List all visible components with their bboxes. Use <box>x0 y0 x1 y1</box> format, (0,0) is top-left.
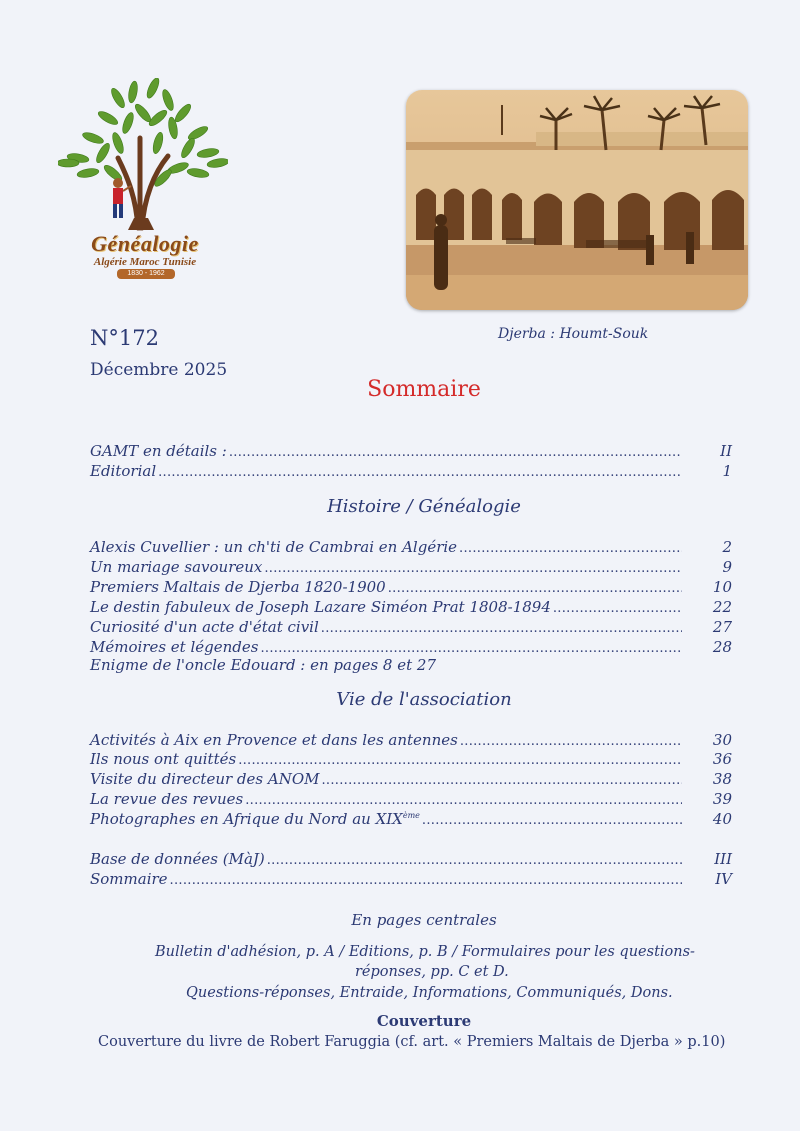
toc-entry-label: Editorial <box>90 462 157 480</box>
toc-entry-page: 28 <box>712 638 732 656</box>
toc-entry-page: 38 <box>712 770 732 788</box>
toc-leader-dots <box>158 465 682 480</box>
couverture-text: Couverture du livre de Robert Faruggia (cf. art. « Premiers Maltais de Djerba » p.10) <box>98 1034 726 1050</box>
toc-entry[interactable] <box>90 870 732 890</box>
centrales-line-2: réponses, pp. C et D. <box>355 964 509 980</box>
toc-entry[interactable] <box>90 462 732 482</box>
toc-entry[interactable] <box>90 558 732 578</box>
toc-entry-label <box>90 810 420 828</box>
toc-leader-dots <box>422 813 682 828</box>
toc-entry-label-text: Photographes en Afrique du Nord au XIX <box>90 810 403 828</box>
toc-entry-page: 1 <box>722 462 732 480</box>
centrales-line-3: Questions-réponses, Entraide, Informations, Communiqués, Dons. <box>186 985 673 1001</box>
toc-entry-page: II <box>720 442 732 460</box>
couverture-heading: Couverture <box>376 1012 472 1030</box>
toc-leader-dots <box>388 581 682 596</box>
toc-entry-page: IV <box>715 870 732 888</box>
section-heading-association: Vie de l'association <box>336 689 512 710</box>
toc-entry-page: III <box>714 850 732 868</box>
toc-entry-label: Base de données (MàJ) <box>90 850 265 868</box>
issue-date: Décembre 2025 <box>90 360 228 380</box>
toc-entry[interactable] <box>90 442 732 462</box>
cover-photo-houmt-souk <box>406 90 748 310</box>
toc-entry-page: 10 <box>712 578 732 596</box>
toc-entry-label: Mémoires et légendes <box>90 638 259 656</box>
toc-entry[interactable] <box>90 578 732 598</box>
issue-number: N°172 <box>90 326 159 350</box>
toc-leader-dots <box>459 541 682 556</box>
toc-entry[interactable] <box>90 790 732 810</box>
toc-entry-label: Un mariage savoureux <box>90 558 263 576</box>
toc-entry[interactable] <box>90 618 732 638</box>
toc-entry-page: 2 <box>722 538 732 556</box>
toc-entry-page: 40 <box>712 810 732 828</box>
toc-entry-page: 27 <box>712 618 732 636</box>
toc-entry[interactable] <box>90 810 732 830</box>
toc-entry-page: 36 <box>712 750 732 768</box>
toc-entry[interactable] <box>90 638 732 658</box>
toc-entry-label: Premiers Maltais de Djerba 1820-1900 <box>90 578 386 596</box>
toc-entry[interactable] <box>90 656 732 676</box>
toc-entry[interactable] <box>90 598 732 618</box>
toc-entry-page: 30 <box>712 731 732 749</box>
toc-leader-dots <box>553 601 682 616</box>
toc-entry[interactable] <box>90 850 732 870</box>
photo-caption: Djerba : Houmt-Souk <box>498 326 649 342</box>
toc-entry-label: Alexis Cuvellier : un ch'ti de Cambrai en Algérie <box>90 538 458 556</box>
toc-leader-dots <box>460 734 682 749</box>
toc-leader-dots <box>245 793 682 808</box>
toc-entry[interactable] <box>90 750 732 770</box>
toc-entry-label: Activités à Aix en Provence et dans les antennes <box>90 731 458 749</box>
toc-entry[interactable] <box>90 770 732 790</box>
toc-entry[interactable] <box>90 538 732 558</box>
toc-entry[interactable] <box>90 731 732 751</box>
toc-leader-dots <box>170 873 682 888</box>
toc-leader-dots <box>260 641 682 656</box>
toc-entry-label: Enigme de l'oncle Edouard : en pages 8 et 27 <box>90 656 436 674</box>
toc-entry-page: 9 <box>722 558 732 576</box>
sommaire-title: Sommaire <box>367 377 481 402</box>
toc-leader-dots <box>321 621 682 636</box>
superscript-eme: ème <box>402 811 420 820</box>
logo-title: Généalogie <box>91 231 199 256</box>
toc-entry-label: Visite du directeur des ANOM <box>90 770 320 788</box>
toc-entry-label: La revue des revues <box>90 790 244 808</box>
toc-entry-label: Le destin fabuleux de Joseph Lazare Siméon Prat 1808-1894 <box>90 598 551 616</box>
toc-entry-label: GAMT en détails : <box>90 442 227 460</box>
toc-entry-page: 22 <box>712 598 732 616</box>
logo-subtitle: Algérie Maroc Tunisie <box>93 256 197 268</box>
toc-entry-label: Curiosité d'un acte d'état civil <box>90 618 319 636</box>
toc-leader-dots <box>321 773 682 788</box>
toc-leader-dots <box>229 445 682 460</box>
toc-leader-dots <box>264 561 682 576</box>
toc-entry-page: 39 <box>712 790 732 808</box>
centrales-heading: En pages centrales <box>351 911 497 929</box>
section-heading-histoire: Histoire / Généalogie <box>327 496 521 517</box>
toc-entry-label: Sommaire <box>90 870 168 888</box>
toc-entry-label: Ils nous ont quittés <box>90 750 237 768</box>
toc-leader-dots <box>267 853 682 868</box>
toc-leader-dots <box>238 753 682 768</box>
centrales-line-1: Bulletin d'adhésion, p. A / Editions, p. B / Formulaires pour les questions- <box>155 944 695 960</box>
logo-years: 1830 - 1962 <box>117 269 175 279</box>
